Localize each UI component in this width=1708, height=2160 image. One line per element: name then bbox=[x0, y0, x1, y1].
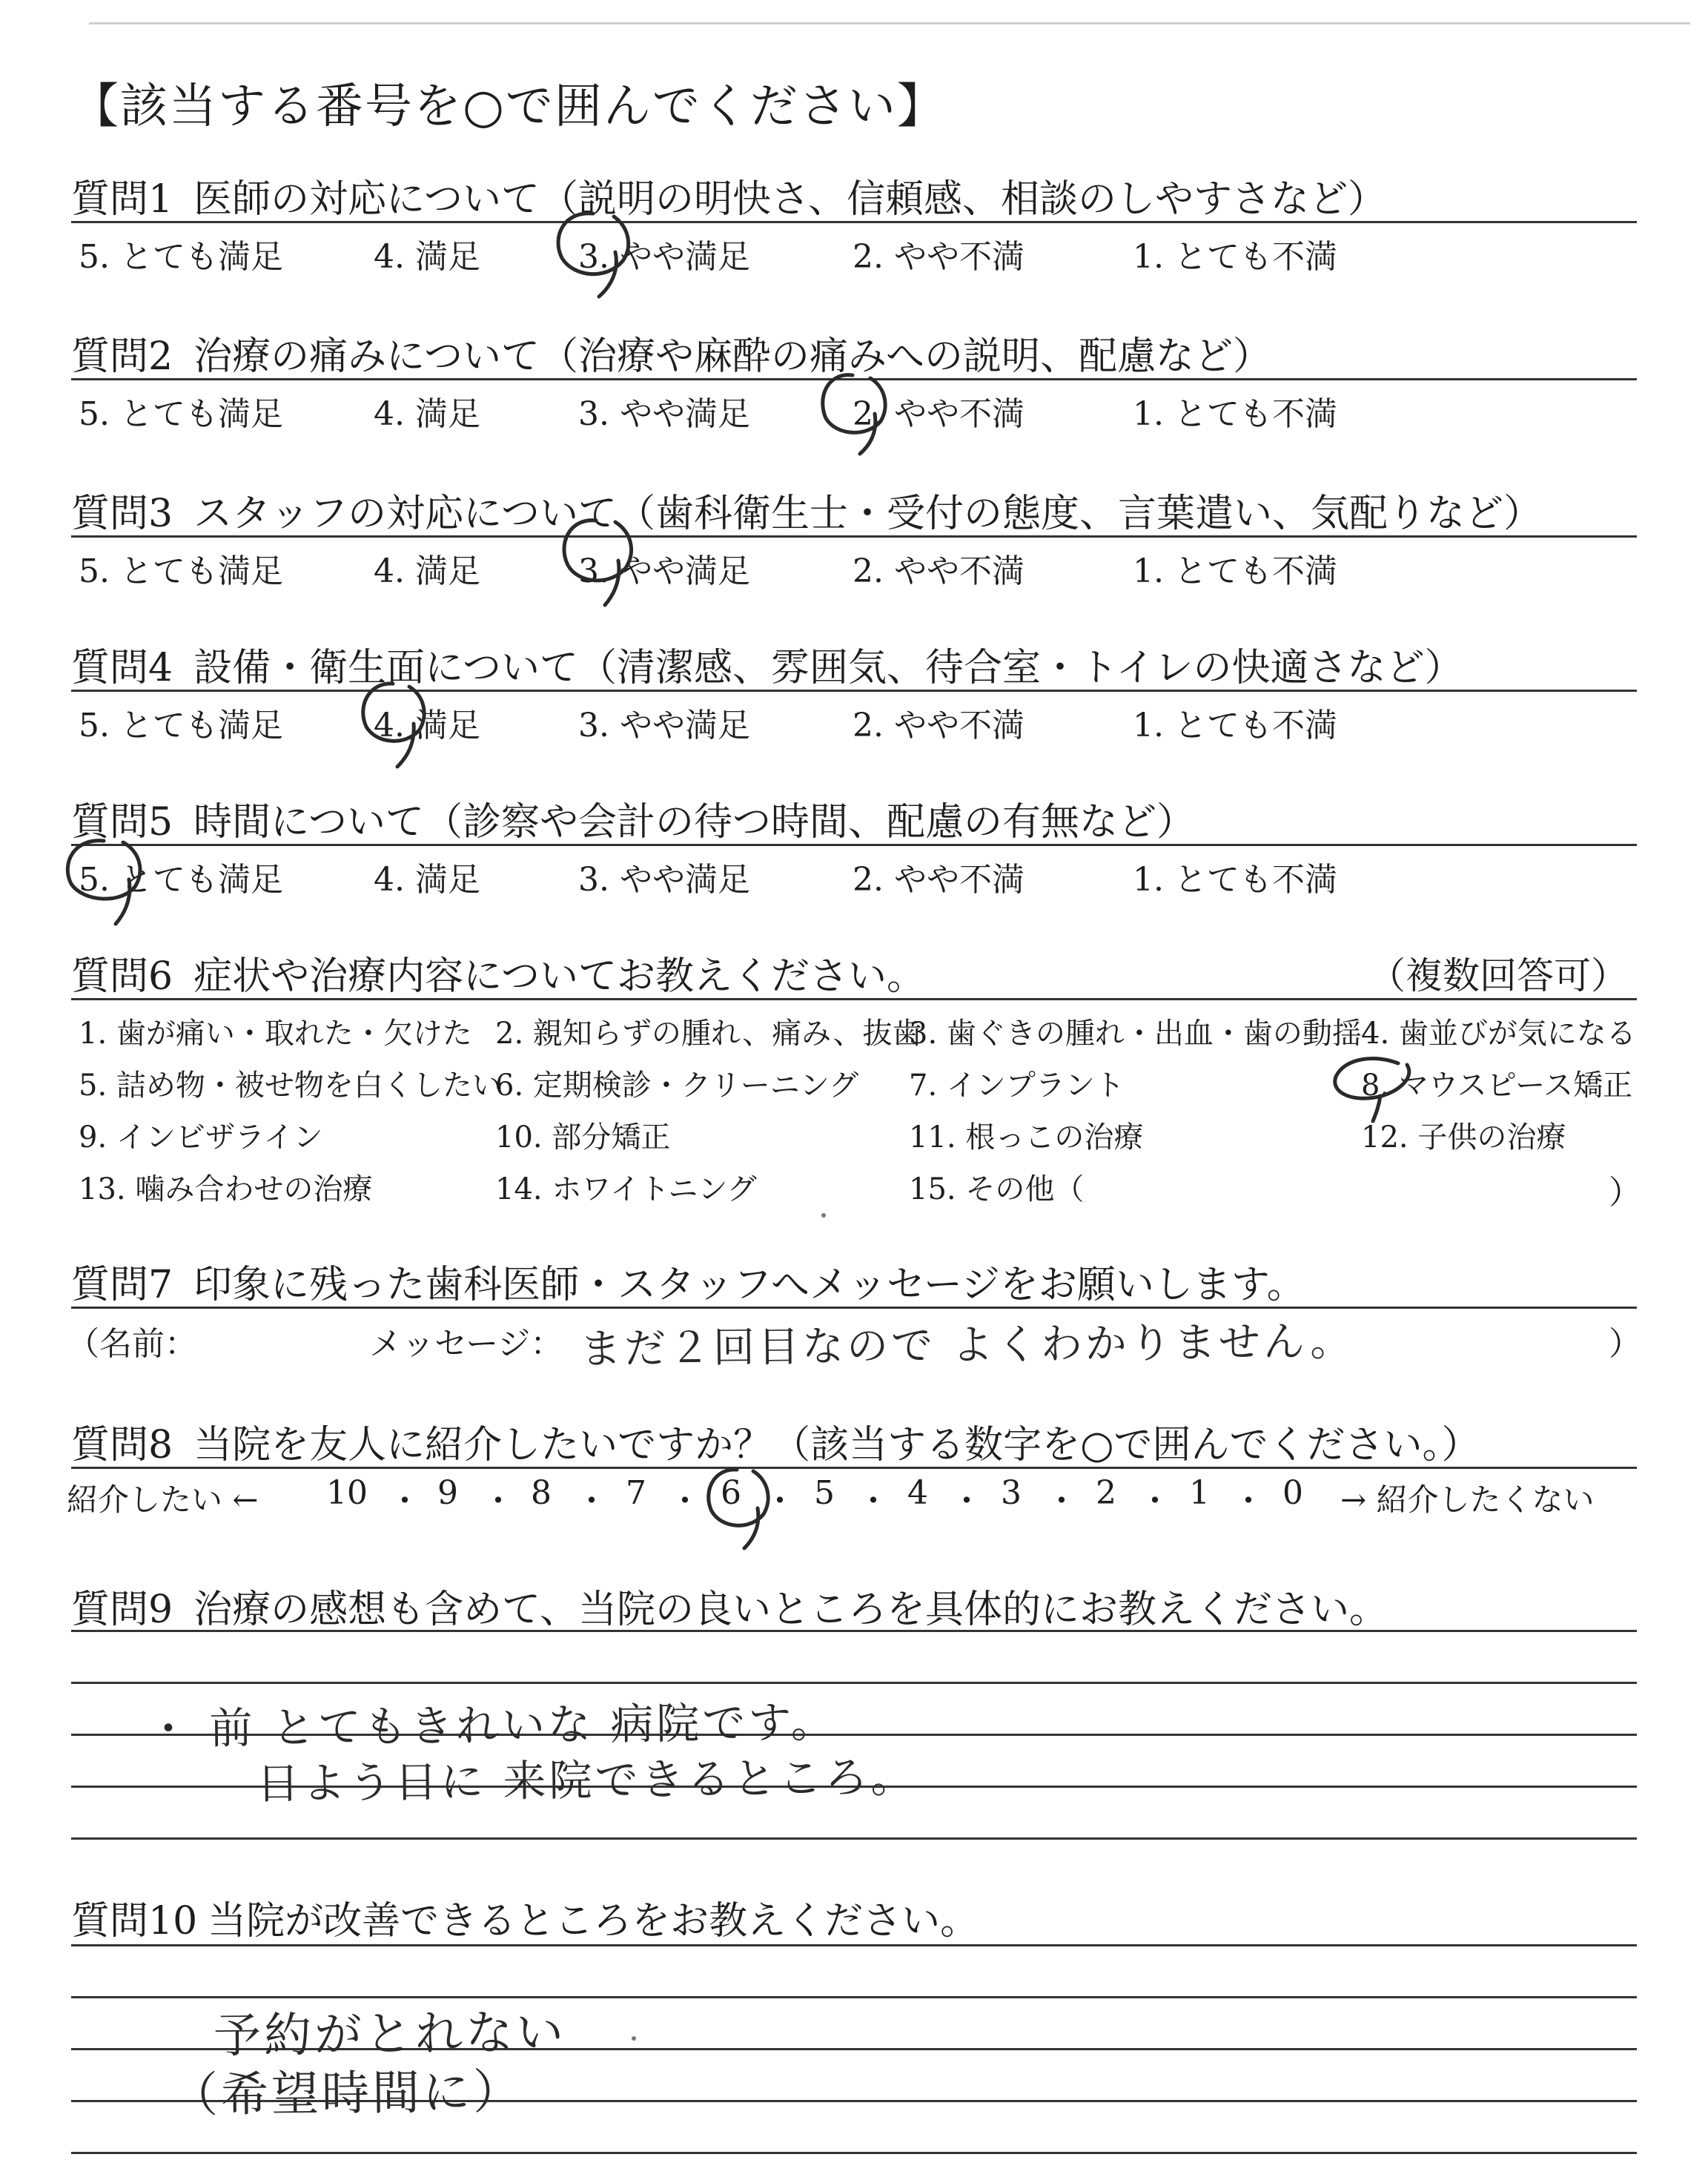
q4-option-4[interactable]: 4. 満足 bbox=[374, 707, 480, 744]
q8-scale-5[interactable]: 5 bbox=[814, 1474, 835, 1512]
question-9-rule-5 bbox=[71, 1837, 1637, 1840]
q8-scale-4[interactable]: 4 bbox=[907, 1474, 928, 1512]
q3-option-2[interactable]: 2. やや不満 bbox=[853, 552, 1025, 590]
q9-handwritten-line-1: ・ 前 とてもきれいな 病院です。 bbox=[146, 1697, 838, 1754]
q8-scale-3[interactable]: 3 bbox=[1001, 1474, 1022, 1512]
question-3-title: 質問3 スタッフの対応について（歯科衛生士・受付の態度、言葉遣い、気配りなど） bbox=[71, 492, 1543, 536]
form-heading: 【該当する番号を○で囲んでください】 bbox=[71, 79, 946, 134]
question-5-rule bbox=[71, 844, 1637, 846]
q8-scale-6[interactable]: 6 bbox=[721, 1474, 741, 1512]
q8-scale-dot: ・ bbox=[669, 1482, 701, 1520]
q2-option-3[interactable]: 3. やや満足 bbox=[578, 395, 750, 433]
q8-scale-10[interactable]: 10 bbox=[326, 1474, 368, 1512]
question-1-rule bbox=[71, 221, 1637, 223]
q4-option-2[interactable]: 2. やや不満 bbox=[853, 707, 1025, 744]
q6-option-6[interactable]: 6. 定期検診・クリーニング bbox=[495, 1069, 859, 1103]
q6-option-11[interactable]: 11. 根っこの治療 bbox=[909, 1120, 1144, 1155]
q5-option-5[interactable]: 5. とても満足 bbox=[79, 861, 283, 899]
q8-scale-7[interactable]: 7 bbox=[626, 1474, 646, 1512]
q8-scale-dot: ・ bbox=[1045, 1482, 1078, 1520]
q4-option-5[interactable]: 5. とても満足 bbox=[79, 707, 283, 744]
q6-option-10[interactable]: 10. 部分矯正 bbox=[495, 1120, 671, 1155]
q4-option-3[interactable]: 3. やや満足 bbox=[578, 707, 750, 744]
question-4-title: 質問4 設備・衛生面について（清潔感、雰囲気、待合室・トイレの快適さなど） bbox=[71, 646, 1463, 690]
q7-message-label: メッセージ： bbox=[369, 1325, 563, 1363]
q8-scale-dot: ・ bbox=[950, 1482, 983, 1520]
q1-option-3[interactable]: 3. やや満足 bbox=[578, 238, 750, 276]
q8-scale-dot: ・ bbox=[388, 1482, 421, 1520]
question-6-title: 質問6 症状や治療内容についてお教えください。 bbox=[71, 954, 926, 999]
question-8-title: 質問8 当院を友人に紹介したいですか？（該当する数字を○で囲んでください。） bbox=[71, 1423, 1480, 1467]
q6-other-close-paren: ） bbox=[1609, 1174, 1641, 1212]
question-9-rule-1 bbox=[71, 1630, 1637, 1632]
q2-option-2[interactable]: 2. やや不満 bbox=[853, 395, 1025, 433]
q6-option-12[interactable]: 12. 子供の治療 bbox=[1361, 1120, 1566, 1155]
question-4-rule bbox=[71, 690, 1637, 692]
q8-scale-dot: ・ bbox=[1232, 1482, 1265, 1520]
q6-option-1[interactable]: 1. 歯が痛い・取れた・欠けた bbox=[79, 1017, 472, 1051]
q1-option-2[interactable]: 2. やや不満 bbox=[853, 238, 1025, 276]
q2-option-1[interactable]: 1. とても不満 bbox=[1133, 395, 1337, 433]
q8-scale-8[interactable]: 8 bbox=[531, 1474, 552, 1512]
q3-option-3[interactable]: 3. やや満足 bbox=[578, 552, 750, 590]
question-5-title: 質問5 時間について（診察や会計の待つ時間、配慮の有無など） bbox=[71, 800, 1196, 845]
question-7-title: 質問7 印象に残った歯科医師・スタッフへメッセージをお願いします。 bbox=[71, 1263, 1305, 1307]
q3-option-1[interactable]: 1. とても不満 bbox=[1133, 552, 1337, 590]
q2-option-5[interactable]: 5. とても満足 bbox=[79, 395, 283, 433]
q8-scale-0[interactable]: 0 bbox=[1282, 1474, 1303, 1512]
question-9-rule-2 bbox=[71, 1682, 1637, 1684]
question-10-rule-5 bbox=[71, 2152, 1637, 2154]
q8-scale-9[interactable]: 9 bbox=[437, 1474, 458, 1512]
q3-option-5[interactable]: 5. とても満足 bbox=[79, 552, 283, 590]
q5-option-2[interactable]: 2. やや不満 bbox=[853, 861, 1025, 899]
question-2-rule bbox=[71, 378, 1637, 380]
q10-handwritten-line-2: （希望時間に） bbox=[170, 2064, 524, 2124]
question-10-rule-1 bbox=[71, 1944, 1637, 1946]
q8-scale-dot: ・ bbox=[482, 1482, 514, 1520]
q6-option-5[interactable]: 5. 詰め物・被せ物を白くしたい bbox=[79, 1069, 502, 1103]
q8-scale-dot: ・ bbox=[575, 1482, 608, 1520]
question-10-title: 質問10 当院が改善できるところをお教えください。 bbox=[71, 1899, 979, 1943]
q1-option-5[interactable]: 5. とても満足 bbox=[79, 238, 283, 276]
q6-option-3[interactable]: 3. 歯ぐきの腫れ・出血・歯の動揺 bbox=[909, 1017, 1362, 1051]
q5-option-4[interactable]: 4. 満足 bbox=[374, 861, 480, 899]
question-3-rule bbox=[71, 535, 1637, 538]
q1-option-4[interactable]: 4. 満足 bbox=[374, 238, 480, 276]
q8-left-label: 紹介したい ← bbox=[67, 1482, 259, 1518]
q8-scale-2[interactable]: 2 bbox=[1096, 1474, 1116, 1512]
question-6-rule bbox=[71, 998, 1637, 1000]
q6-option-8[interactable]: 8. マウスピース矯正 bbox=[1361, 1069, 1633, 1103]
question-2-title: 質問2 治療の痛みについて（治療や麻酔の痛みへの説明、配慮など） bbox=[71, 334, 1272, 379]
q10-handwritten-line-1: 予約がとれない bbox=[213, 2005, 567, 2064]
q2-option-4[interactable]: 4. 満足 bbox=[374, 395, 480, 433]
q9-handwritten-line-2: 日よう日に 来院できるところ。 bbox=[256, 1751, 917, 1809]
question-6-note: （複数回答可） bbox=[1368, 954, 1628, 997]
q5-option-3[interactable]: 3. やや満足 bbox=[578, 861, 750, 899]
scan-speck bbox=[632, 2036, 636, 2041]
q7-handwritten-message: まだ２回目なので よくわかりません。 bbox=[579, 1317, 1355, 1374]
q8-scale-dot: ・ bbox=[857, 1482, 890, 1520]
q6-option-7[interactable]: 7. インプラント bbox=[909, 1069, 1125, 1103]
top-border bbox=[89, 22, 1690, 24]
q8-scale-dot: ・ bbox=[764, 1482, 796, 1520]
q8-scale-1[interactable]: 1 bbox=[1189, 1474, 1210, 1512]
q6-option-2[interactable]: 2. 親知らずの腫れ、痛み、抜歯 bbox=[495, 1017, 922, 1051]
q1-option-1[interactable]: 1. とても不満 bbox=[1133, 238, 1337, 276]
q6-option-14[interactable]: 14. ホワイトニング bbox=[495, 1172, 757, 1206]
scan-speck bbox=[821, 1213, 826, 1218]
q7-close-paren: ） bbox=[1609, 1325, 1641, 1363]
q6-option-4[interactable]: 4. 歯並びが気になる bbox=[1361, 1017, 1636, 1051]
q6-option-15[interactable]: 15. その他（ bbox=[909, 1172, 1085, 1206]
question-9-title: 質問9 治療の感想も含めて、当院の良いところを具体的にお教えください。 bbox=[71, 1588, 1388, 1632]
q7-name-label: （名前： bbox=[67, 1325, 197, 1363]
q4-option-1[interactable]: 1. とても不満 bbox=[1133, 707, 1337, 744]
question-7-rule bbox=[71, 1307, 1637, 1309]
question-8-rule bbox=[71, 1467, 1637, 1469]
q3-option-4[interactable]: 4. 満足 bbox=[374, 552, 480, 590]
q6-option-13[interactable]: 13. 噛み合わせの治療 bbox=[79, 1172, 373, 1206]
question-1-title: 質問1 医師の対応について（説明の明快さ、信頼感、相談のしやすさなど） bbox=[71, 177, 1386, 222]
q8-scale-dot: ・ bbox=[1139, 1482, 1171, 1520]
q6-option-9[interactable]: 9. インビザライン bbox=[79, 1120, 323, 1155]
q8-right-label: → 紹介したくない bbox=[1340, 1482, 1595, 1518]
q5-option-1[interactable]: 1. とても不満 bbox=[1133, 861, 1337, 899]
